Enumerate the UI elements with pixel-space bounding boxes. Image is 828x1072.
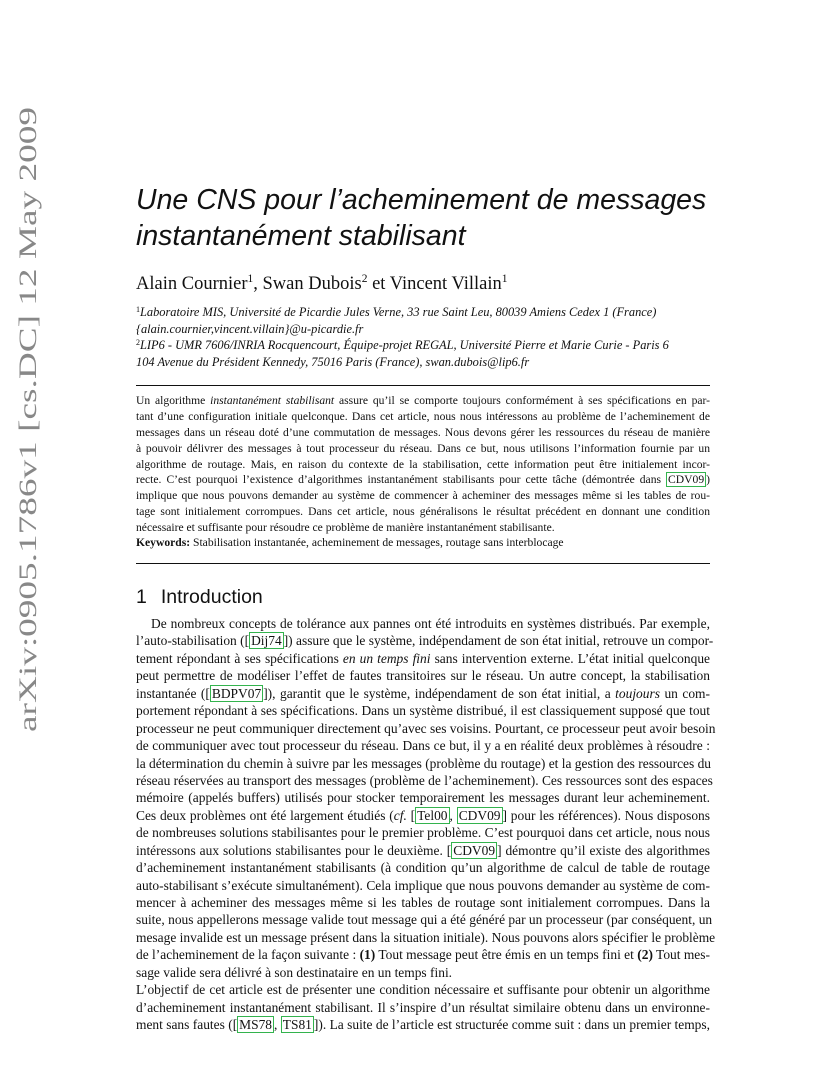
title-line-1: Une CNS pour l’acheminement de messages xyxy=(136,184,707,216)
abstract-line: implique que nous pouvons demander au système de commencer à acheminer des messages même si les tables de rou- xyxy=(136,489,710,503)
arxiv-identifier: arXiv:0905.1786v1 [cs.DC] 12 May 2009 xyxy=(13,304,42,732)
abstract-line: algorithme de routage. Mais, en raison du contexte de la stabilisation, cette information peut être initialement incor- xyxy=(136,457,710,471)
affiliation-2-text: LIP6 - UMR 7606/INRIA Rocquencourt, Équipe-projet REGAL, Université Pierre et Marie Curie - Paris 6 xyxy=(140,338,669,353)
body-line: la détermination du chemin à suivre par les messages (problème du routage) et la gestion des ressources du xyxy=(136,755,712,771)
body-line: mesage invalide est un message présent dans la situation initiale). Nous pouvons alors spécifier le problème xyxy=(136,929,716,945)
body-line: instantanée ([ BDPV07 ]), garantit que le système, indépendament de son état initial, a toujours un com- xyxy=(136,685,710,701)
body-line: ment sans fautes ([ MS78 , TS81 ]). La suite de l’article est structurée comme suit : dans un premier temps, xyxy=(136,1017,710,1033)
abstract-line: recte. C’est pourquoi l’existence d’algorithmes instantanément stabilisants pour cette tâche (démontrée dans CDV09 ) xyxy=(136,473,710,487)
body-line: mémoire (appelés buffers) utilisés pour stocker temporairement les messages durant leur acheminement. xyxy=(136,790,710,806)
citation-link[interactable]: CDV09 xyxy=(453,842,496,858)
affiliation-2 xyxy=(136,337,669,354)
section-heading xyxy=(136,586,263,609)
body-line: suite, nous appellerons message valide tout message qui a été généré par un processeur (par conséquent, un xyxy=(136,912,713,928)
body-line: de communiquer avec tout processeur du réseau. Dans ce but, il y a en réalité deux problèmes à résoudre : xyxy=(136,738,710,754)
author-affiliation-mark: 1 xyxy=(247,273,254,285)
abstract xyxy=(136,393,710,536)
body-line: peut permettre de modéliser l’effet de fautes transitoires sur le réseau. Un autre concept, la stabilisation xyxy=(136,668,710,684)
body-line: de l’acheminement de la façon suivante : (1) Tout message peut être émis en un temps fini et (2) Tout mes- xyxy=(136,947,710,963)
title-line-2: instantanément stabilisant xyxy=(136,220,466,252)
body-line: l’auto-stabilisation ([ Dij74 ]) assure que le système, indépendament de son état initial, retrouve un compor- xyxy=(136,633,714,649)
abstract-line: Un algorithme instantanément stabilisant assure qu’il se comporte toujours conformément à ses spécifications en par- xyxy=(136,394,710,407)
citation-link[interactable]: TS81 xyxy=(282,1017,312,1033)
citation-link[interactable]: CDV09 xyxy=(668,473,705,487)
author-list xyxy=(136,274,507,295)
author-separator: , xyxy=(253,274,263,294)
body-line: auto-stabilisant s’exécute simultanément). Cela implique que nous pouvons demander au système de com- xyxy=(136,877,710,893)
affiliations xyxy=(136,304,669,370)
section-number: 1 xyxy=(136,586,147,608)
affiliation-mark: 1 xyxy=(136,305,140,314)
body-line: De nombreux concepts de tolérance aux pannes ont été introduits en systèmes distribués. Par exemple, xyxy=(151,616,710,631)
body-line: Ces deux problèmes ont été largement étudiés (cf. [ Tel00 , CDV09 ] pour les références). Nous disposons xyxy=(136,807,711,823)
body-line: L’objectif de cet article est de présenter une condition nécessaire et suffisante pour obtenir un algorithme xyxy=(136,982,710,998)
affiliation-2-address: 104 Avenue du Président Kennedy, 75016 Paris (France), swan.dubois@lip6.fr xyxy=(136,354,530,369)
author-name: Vincent Villain xyxy=(389,274,502,294)
citation-link[interactable]: BDPV07 xyxy=(211,685,262,701)
author-name: Swan Dubois xyxy=(262,274,362,294)
abstract-top-rule xyxy=(136,385,710,386)
abstract-bottom-rule xyxy=(136,563,710,564)
arxiv-stamp xyxy=(10,100,46,740)
paper-title xyxy=(136,182,756,254)
keywords-text: Stabilisation instantanée, acheminement de messages, routage sans interblocage xyxy=(190,536,564,549)
body-line: intéressons aux solutions stabilisantes pour le deuxième. [ CDV09 ] démontre qu’il existe des algorithmes xyxy=(136,842,711,858)
affiliation-1 xyxy=(136,304,669,321)
body-line: processeur ne peut communiquer directement qu’avec ses voisins. Pourtant, ce processeur peut avoir besoin xyxy=(136,720,716,736)
abstract-line: tant d’une configuration initiale quelconque. Dans cet article, nous nous intéressons au problème de l’acheminement de xyxy=(136,409,710,423)
author-separator: et xyxy=(367,274,390,294)
body-line: d’acheminement instantanément stabilisants (à condition qu’un algorithme de calcul de table de routage xyxy=(136,860,710,876)
body-line: sage valide sera délivré à son destinataire en un temps fini. xyxy=(136,964,453,980)
body-line: mencer à acheminer des messages même si les tables de routage sont initialement corrompues. Dans la xyxy=(136,895,710,910)
affiliation-mark: 2 xyxy=(136,338,140,348)
citation-link[interactable]: CDV09 xyxy=(458,807,501,823)
section-title: Introduction xyxy=(160,586,263,608)
body-line: portement répondant à ses spécifications. Dans un système distribué, il est classiquement supposé que tout xyxy=(136,703,710,719)
affiliation-1-text: Laboratoire MIS, Université de Picardie Jules Verne, 33 rue Saint Leu, 80039 Amiens Cedex 1 (France) xyxy=(140,305,657,319)
introduction-text xyxy=(136,615,716,1034)
body-line: réseau réservées au transport des messages (problème de l’acheminement). Ces ressources sont des espaces xyxy=(136,772,713,788)
abstract-line: nécessaire et suffisante pour résoudre ce problème de manière instantanément stabilisante. xyxy=(136,521,555,535)
affiliation-1-email: {alain.cournier,vincent.villain}@u-picardie.fr xyxy=(136,321,364,336)
body-line: tement répondant à ses spécifications en un temps fini sans intervention externe. L’état initial quelconque xyxy=(136,650,710,666)
abstract-line: tage sont initialement corrompues. Dans cet article, nous généralisons le résultat précédent en donnant une condition xyxy=(136,505,710,519)
body-line: de nombreuses solutions stabilisantes pour le premier problème. C’est pourquoi dans cet article, nous nous xyxy=(136,825,710,841)
author-affiliation-mark: 2 xyxy=(361,273,368,285)
body-line: d’acheminement instantanément stabilisant. Il s’inspire d’un résultat similaire obtenu dans un environne- xyxy=(136,999,710,1015)
abstract-line: à pouvoir délivrer des messages à tout processeur du réseau. Dans ce but, nous utilisons l’information fournie par un xyxy=(136,441,710,455)
author-affiliation-mark: 1 xyxy=(501,273,508,285)
citation-link[interactable]: MS78 xyxy=(239,1017,273,1033)
abstract-line: messages dans un réseau doté d’une commutation de messages. Nous devons gérer les ressources du réseau de manière xyxy=(136,425,710,439)
keywords-label: Keywords: xyxy=(136,536,191,549)
citation-link[interactable]: Tel00 xyxy=(417,807,448,823)
author-name: Alain Cournier xyxy=(136,274,248,294)
citation-link[interactable]: Dij74 xyxy=(251,633,282,649)
keywords xyxy=(136,536,564,549)
